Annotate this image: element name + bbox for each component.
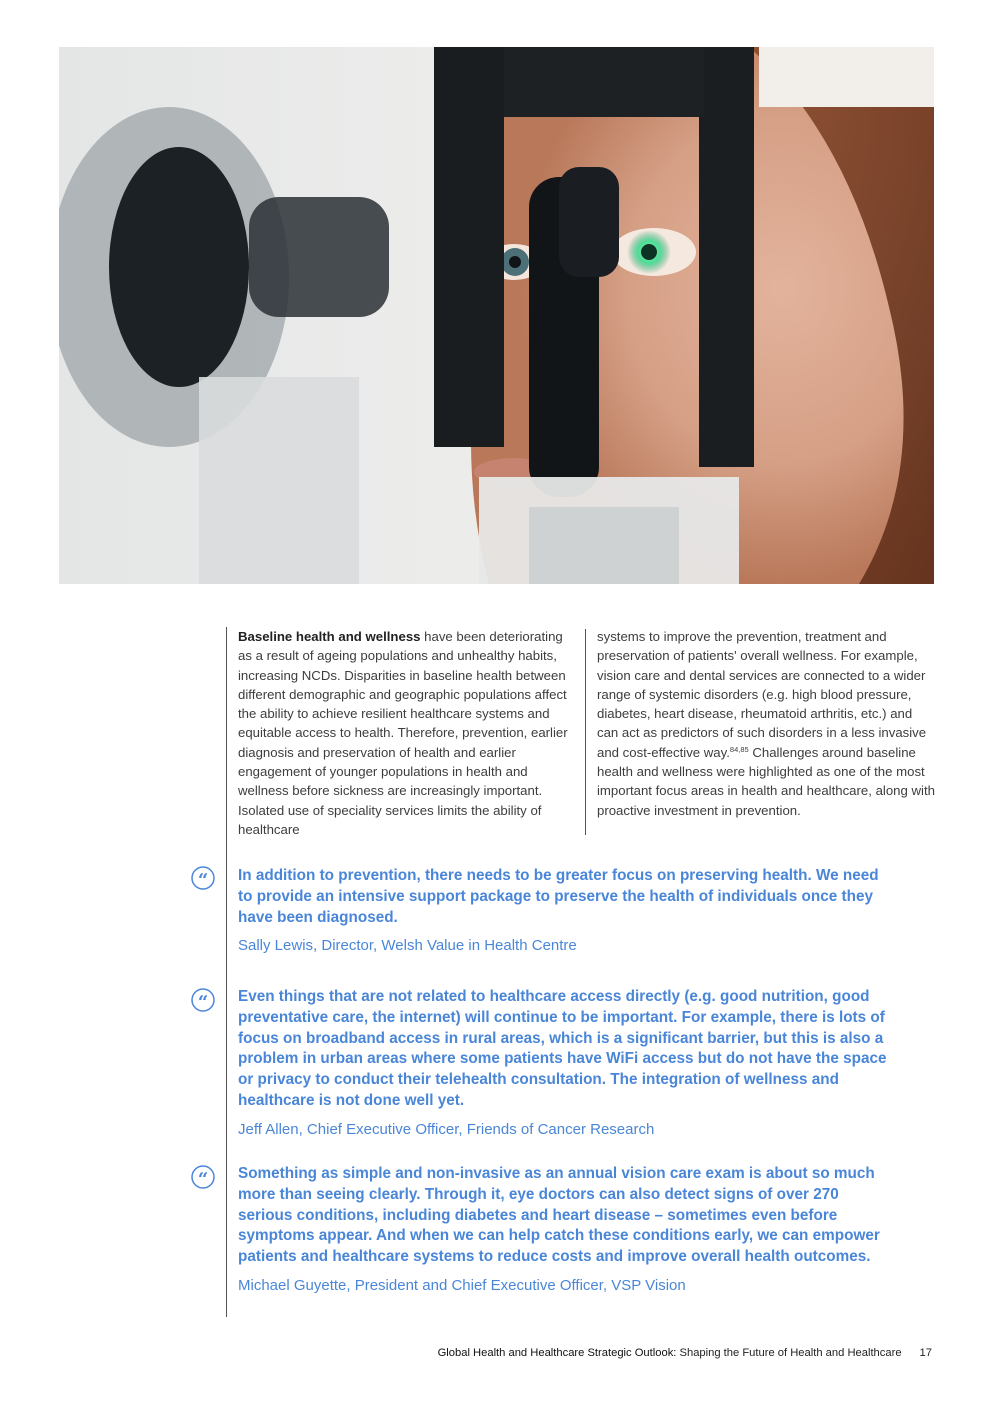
quote-block xyxy=(238,1164,888,1296)
quote-block xyxy=(238,866,888,956)
body-column-right xyxy=(597,627,937,820)
svg-text:“: “ xyxy=(197,1169,209,1189)
quote-icon xyxy=(191,866,215,890)
lead-phrase: Baseline health and wellness xyxy=(238,629,421,644)
body-left-text: have been deteriorating as a result of ageing populations and unhealthy habits, increasing NCDs. Disparities in baseline health between different demographic and geographic populations affect the ability to achieve resilient healthcare systems and equitable access to health. Therefore, prevention, earlier diagnosis and preservation of health and earlier engagement of younger populations in health and wellness before sickness are increasingly important. Isolated use of speciality services limits the ability of healthcare xyxy=(238,629,568,837)
quote-author: Sally Lewis, Director, Welsh Value in Health Centre xyxy=(238,937,577,955)
quote-author: Michael Guyette, President and Chief Executive Officer, VSP Vision xyxy=(238,1276,686,1294)
quote-author: Jeff Allen, Chief Executive Officer, Friends of Cancer Research xyxy=(238,1120,655,1138)
column-separator xyxy=(585,629,586,835)
body-column-left xyxy=(238,627,576,839)
page-number: 17 xyxy=(919,1347,932,1359)
eye-exam-illustration xyxy=(59,47,934,584)
left-rule xyxy=(226,627,227,1317)
quote-icon xyxy=(191,988,215,1012)
body-right-text-a: systems to improve the prevention, treatment and preservation of patients' overall wellness. For example, vision care and dental services are connected to a wider range of systemic disorders (e.g. high blood pressure, diabetes, heart disease, rheumatoid arthritis, etc.) and can act as predictors of such disorders in a less invasive and cost-effective way. xyxy=(597,629,927,760)
svg-text:“: “ xyxy=(197,870,209,890)
quote-block xyxy=(238,987,888,1140)
page-footer xyxy=(438,1347,932,1359)
svg-text:“: “ xyxy=(197,992,209,1012)
footnote-ref[interactable]: 84,85 xyxy=(729,744,749,754)
quote-icon xyxy=(191,1165,215,1189)
hero-photo xyxy=(59,47,934,584)
footer-report-title: Global Health and Healthcare Strategic Outlook: xyxy=(437,1347,677,1359)
quote-text: Even things that are not related to healthcare access directly (e.g. good nutrition, good preventative care, the internet) will continue to be important. For example, there is lots of focus on broadband access in rural areas, which is a significant barrier, but this is also a problem in urban areas where some patients have WiFi access but do not have the space or privacy to conduct their telehealth consultation. The integration of wellness and healthcare is not done well yet. xyxy=(238,988,887,1109)
quote-text: Something as simple and non-invasive as an annual vision care exam is about so much more than seeing clearly. Through it, eye doctors can also detect signs of over 270 serious conditions, including diabetes and heart disease – sometimes even before symptoms appear. And when we can help catch these conditions early, we can empower patients and healthcare systems to reduce costs and improve overall health outcomes. xyxy=(238,1165,880,1266)
body-right-text-b: Challenges around baseline health and wellness were highlighted as one of the most important focus areas in health and healthcare, along with proactive investment in prevention. xyxy=(597,744,935,818)
footer-report-subtitle: Shaping the Future of Health and Healthcare xyxy=(676,1347,902,1359)
quote-text: In addition to prevention, there needs to be greater focus on preserving health. We need to provide an intensive support package to preserve the health of individuals once they have been diagnosed. xyxy=(238,867,879,926)
